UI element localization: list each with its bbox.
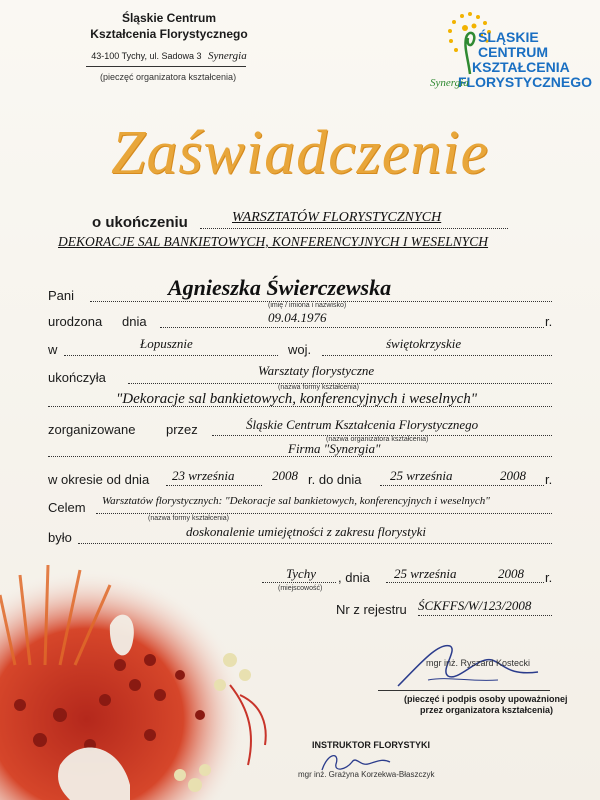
director-caption-2: przez organizatora kształcenia) [420,705,554,715]
organizer-caption: (nazwa organizatora kształcenia) [326,436,429,443]
dnia-label: dnia [122,314,147,329]
to-date-dots [380,485,544,486]
issue-year: 2008 [498,566,524,581]
stamp-address-row [84,48,254,64]
birth-place: Łopusznie [140,336,193,351]
rejestr-label: Nr z rejestru [336,602,407,617]
instructor-title: INSTRUKTOR FLORYSTYKI [312,740,431,750]
from-year: 2008 [272,468,298,483]
organizer: Śląskie Centrum Kształcenia Florystycznego [246,417,479,432]
logo-line-1: ŚLĄSKIE [478,29,539,45]
workshop-subtitle: DEKORACJE SAL BANKIETOWYCH, KONFERENCYJNYCH I WESELNYCH [58,234,489,249]
from-day: 23 września [172,468,235,483]
logo-synergia: Synergia [430,77,469,89]
register-dots [418,615,552,616]
training-title: "Dekoracje sal bankietowych, konferencyjnych i weselnych" [116,391,478,407]
w-label: w [48,342,58,357]
logo-line-3: KSZTAŁCENIA [472,59,570,75]
birth-date: 09.04.1976 [268,310,327,325]
do-dnia-label: r. do dnia [308,472,362,487]
name-caption: (imię / imiona i nazwisko) [268,302,347,309]
przez-label: przez [166,422,198,437]
birth-date-dots [160,327,544,328]
stamp-address: 43-100 Tychy, ul. Sadowa 3 [91,51,202,61]
stamp-line-2: Kształcenia Florystycznego [90,27,248,41]
issue-place: Tychy [286,566,317,581]
director-stamp: mgr inż. Ryszard Kostecki [426,658,531,668]
r-label: r. [545,314,553,329]
to-day: 25 września [390,468,453,483]
purpose-caption: (nazwa formy kształcenia) [148,515,229,522]
instructor-name: mgr inż. Grażyna Korzekwa-Błaszczyk [298,770,435,779]
director-caption-1: (pieczęć i podpis osoby upoważnionej [404,694,568,704]
organizer-2: Firma "Synergia" [288,441,381,456]
issue-date-dots [386,582,544,583]
to-year: 2008 [500,468,526,483]
page-title: Zaświadczenie [110,119,490,187]
zorganizowane-label: zorganizowane [48,422,136,437]
urodzona-label: urodzona [48,314,103,329]
bylo-label: było [48,530,72,545]
flower-arrangement-icon [0,535,300,800]
birth-place-dots [64,355,278,356]
ukonczyla-label: ukończyła [48,370,106,385]
stamp-caption: (pieczęć organizatora kształcenia) [100,72,237,82]
bylo-text: doskonalenie umiejętności z zakresu florystyki [186,524,426,539]
province-dots [322,355,552,356]
celem-label: Celem [48,500,86,515]
purpose-dots [96,513,552,514]
stamp-line [86,66,246,67]
director-signature-line [378,690,550,691]
logo-text [458,29,593,90]
ukonczeniu-label: o ukończeniu [92,214,188,231]
logo-line-2: CENTRUM [478,44,548,60]
from-date-dots [166,485,262,486]
woj-label: woj. [288,342,312,357]
logo-line-4: FLORYSTYCZNEGO [458,74,593,90]
workshop-name: WARSZTATÓW FLORYSTYCZNYCH [232,210,442,225]
r-label-2: r. [545,472,553,487]
workshop-dots [200,228,508,229]
stamp-mark: Synergia [208,50,247,62]
dnia-label-2: , dnia [338,570,370,585]
register-number: ŚCKFFS/W/123/2008 [418,598,532,613]
stamp-line-1: Śląskie Centrum [121,11,217,25]
province: świętokrzyskie [386,336,462,351]
training-form-caption: (nazwa formy kształcenia) [278,384,359,391]
w-okresie-label: w okresie od dnia [48,472,150,487]
r-label-3: r. [545,570,553,585]
training-form: Warsztaty florystyczne [258,363,375,378]
pani-label: Pani [48,288,75,303]
issue-place-caption: (miejscowość) [278,585,323,592]
recipient-name: Agnieszka Świerczewska [168,275,392,300]
organizer-stamp [84,10,254,64]
purpose: Warsztatów florystycznych: "Dekoracje sal bankietowych, konferencyjnych i weselnych" [102,495,490,507]
issue-day: 25 września [394,566,457,581]
